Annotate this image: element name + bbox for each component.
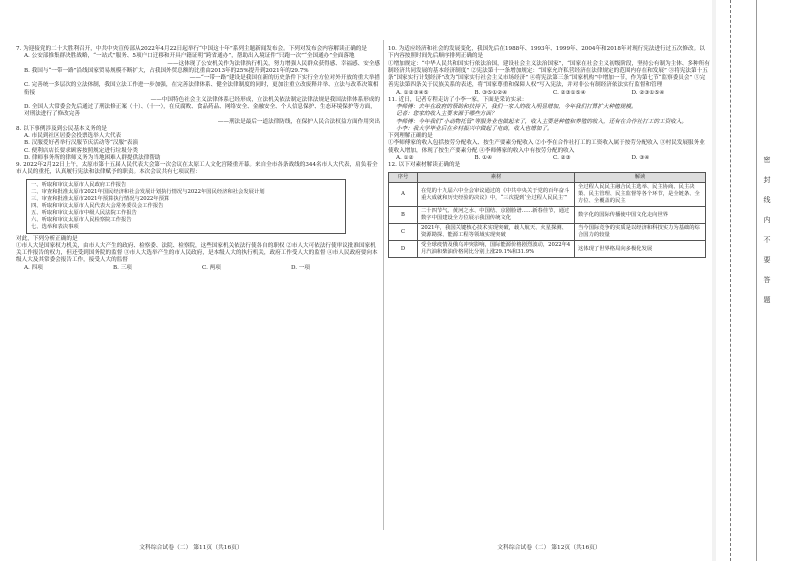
q8-option: A. 市民到社区居委会投票选举人大代表	[24, 133, 122, 139]
left-column	[16, 46, 380, 272]
table-header-row	[389, 173, 706, 183]
question-10	[388, 46, 710, 97]
question-stem: 9. 2022年2月22日上午，太原市第十五届人民代表大会第一次会议在太原工人文化宫隆重开幕。来自全市各条战线的344名市人大代表，肩负着全市人民的重托，认真履行宪法和法律赋予的职责。本次会议共有七项议程：	[16, 162, 378, 176]
page-footer: 文科综合试卷（二） 第12页（共16页）	[497, 545, 601, 551]
agenda-line: 三、审查和批准太原市2021年预算执行情况与2022年预算	[31, 195, 170, 202]
dialogue-line: 李师傅：今年我们“小动物托管”等服务业也做起来了，收入主要是种植和养殖的收入，还有在合作社打工的工资收入。	[396, 118, 688, 125]
seal-dashed-line	[730, 0, 731, 561]
seal-line-label: 密封线内不要答题	[763, 156, 771, 304]
binding-strip	[716, 0, 794, 561]
row-material: 2021年，我国关键核心技术实现突破，载人航天、火星探测、资源勘探、能源工程等领域实现突破	[418, 224, 575, 241]
q7-item: ——刑法是最后一道法律防线，在保护人民合法权益方面作用突出	[217, 118, 380, 125]
q8-option: B. 汉服爱好者举行汉服节庆活动等“汉服”表演	[24, 140, 139, 147]
column-header: 序号	[389, 173, 418, 183]
agenda-line: 四、听取和审议太原市人民代表大会常务委员会工作报告	[31, 202, 164, 209]
options-row	[396, 90, 710, 97]
option-c: C. 两项	[202, 264, 221, 271]
options-row	[24, 265, 380, 272]
column-header: 素材	[418, 173, 575, 183]
table-row	[389, 241, 706, 258]
option-b: B. 三项	[113, 264, 132, 271]
question-11	[388, 97, 710, 162]
question-stem: 8. 以下事例涉及到公民基本义务的是	[16, 125, 108, 132]
question-9	[16, 162, 380, 272]
analysis-intro: 下列理解正确的是	[388, 133, 433, 139]
dialogue-line: 小李：我大学毕业后在乡村振兴中做起了电商，收入也增加了。	[396, 125, 553, 132]
statements: ①市人大是国家权力机关，由市人大产生的政府、检察委、法院、检察院，这些国家机关依法行使各自的职权 ②市人大可依法行使审议批准国家机关工作报告的权力，但还受到国务院的监督 ③市人大选举产生的市人民政府，是本级人大的执行机关，政府工作受人大的监督 ④市人民政府要向本级人大及其常委会报告工作，接受人大的监督	[16, 242, 378, 264]
option-c: C. ②③①⑤④	[553, 89, 586, 96]
statements: ①李师傅家的收入包括按劳分配收入、按生产要素分配收入 ②小李在合作社打工的工资收入属于按劳分配收入 ③村民发展服务业使收入增加，体现了按生产要素分配 ④李师傅家的收入中有按劳分配的收入	[388, 140, 705, 154]
right-column	[388, 46, 710, 258]
option-d: D. ③④	[631, 154, 650, 161]
question-stem: 10. 为适应经济和社会的发展变化，我国先后在1988年、1993年、1999年、2004年和2018年对现行宪法进行过五次修改。以下内容按照时间先后顺序排列正确的是	[388, 46, 705, 60]
option-b: B. ①④	[474, 154, 493, 161]
q8-option: D. 律师事务所的律师义务为当地困难人群提供法律帮助	[24, 154, 161, 161]
option-b: B. ③⑤①②④	[474, 89, 508, 96]
row-index: C	[389, 224, 418, 241]
q7-item: B. 我国与“一带一路”沿线国家贸易规模不断扩大，占我国外贸总额的比重由2013年的25%提升到2021年的29.7%	[24, 67, 309, 74]
exam-page-12	[384, 0, 714, 561]
question-12	[388, 162, 710, 258]
row-material: 受全球疫情及俄乌冲突影响，国际能源价格剧烈波动，2022年4月汽油和柴油价格同比分别上涨29.1%和31.9%	[418, 241, 575, 258]
q7-item: ——这体现了公安机关作为法律执行机关，努力增强人民群众获得感、幸福感、安全感	[167, 60, 380, 67]
table-row	[389, 224, 706, 241]
dialogue-line: 记者：您家的收入主要来源于哪些方面？	[396, 111, 497, 118]
seal-solid-line	[756, 0, 757, 561]
row-reading: 全过程人民民主融合民主选举、民主协商、民主决策、民主管理、民主监督等各个环节，是全链条、全方位、全覆盖的民主	[575, 183, 706, 207]
dialogue-line: 李师傅：去年在政府的帮助和扶持下，我们一家人的收入明显增加，今年我们打算扩大种植规模。	[396, 104, 637, 110]
option-a: A. ①②	[396, 154, 414, 161]
q7-item: ——“一带一路”建设是我国在新的历史条件下实行全方位对外开放的重大举措	[189, 75, 380, 81]
q8-option: C. 便利店店长要求顾客按照规定进行垃圾分类	[24, 147, 138, 154]
question-8	[16, 126, 380, 162]
row-material: 二十四节气、黄河之水、中国结、京剧脸谱……新春佳节，通过数字中国建设全方位展示我国传统文化	[418, 207, 575, 224]
question-7	[16, 46, 380, 126]
table-row	[389, 207, 706, 224]
question-stem: 7. 为迎接党的二十大胜利召开，中共中央宣传部从2022年4月22日起举行“中国这十年”系列主题新闻发布会。下列对发布会内容解读正确的是	[16, 46, 367, 52]
q12-table	[388, 172, 706, 258]
agenda-box	[26, 179, 346, 234]
agenda-line: 六、听取和审议太原市人民检察院工作报告	[31, 216, 132, 223]
statements: ①增加规定：“中华人民共和国实行依法治国，建设社会主义法治国家”，“国家在社会主义初级阶段，坚持公有制为主体、多种所有制经济共同发展的基本经济制度” ②宪法第十一条增加规定：“国家允许私营经济在法律规定的范围内存在和发展” ③将宪法第十五条“国家实行计划经济”改为“国家实行社会主义市场经济” ④将宪法第三条“国家机构”中增加一节，作为第七节“监察委员会” ⑤完善宪法第四条关于民族关系的表述，将“国家尊重和保障人权”写入宪法，并对非公有制经济依法实行监督和管理	[388, 60, 710, 89]
column-header: 解读	[575, 173, 706, 183]
table-row	[389, 183, 706, 207]
page-footer: 文科综合试卷（二） 第11页（共16页）	[139, 545, 243, 551]
option-c: C. ②③	[553, 154, 571, 161]
option-d: D. 一项	[291, 264, 311, 271]
agenda-line: 二、审查和批准太原市2021年国民经济和社会发展计划执行情况与2022年国民经济和社会发展计划	[31, 188, 265, 195]
options-row	[396, 155, 710, 162]
agenda-line: 五、听取和审议太原市中级人民法院工作报告	[31, 209, 137, 216]
agenda-line: 七、选举和表决事项	[31, 223, 79, 230]
q7-item: D. 全国人大常委会先后通过了刑法修正案（十）、（十一），在反腐败、食品药品、网络安全、金融安全、个人信息保护、生态环境保护等方面，对刑法进行了修改完善	[24, 104, 376, 118]
q7-item: ——中国特色社会主义法律体系已经形成，立法机关依法制定法律法规是我国法律体系形成的	[150, 96, 380, 103]
row-reading: 当今国际竞争的实质是以经济和科技实力为基础的综合国力的较量	[575, 224, 706, 241]
question-stem: 11. 近日，记者专程走访了小李一家，下面是采访实录：	[388, 96, 528, 103]
q7-item: C. 完善统一多层次的立法体制，我国立法工作进一步加强，在完善法律体系、健全法律制度的同时，更加注重立改废释并举、立法与改革决策相衔接	[24, 82, 379, 96]
row-index: A	[389, 183, 418, 207]
row-material: 在党的十九届六中全会审议通过的《中共中央关于党的百年奋斗重大成就和历史经验的决议》中，“三次提到‘全过程人民民主’”	[418, 183, 575, 207]
question-stem: 12. 以下对素材解读正确的是	[388, 162, 461, 168]
option-a: A. 四项	[24, 264, 43, 271]
q7-item: A. 公安部推集群决胜战略，“一站式”服务、5项户口迁移和开具户籍证明“跨省通办”，帮助出入境证件“只跑一次”“全国通办”全面落地	[24, 53, 355, 60]
agenda-line: 一、听取和审议太原市人民政府工作报告	[31, 181, 127, 188]
row-reading: 这体现了世界格局向多极化发展	[575, 241, 706, 258]
option-d: D. ②③①⑤④	[631, 89, 665, 96]
row-reading: 数字化的国际传播使中国文化走向世界	[575, 207, 706, 224]
option-a: A. ①②③④⑤	[396, 89, 429, 96]
row-index: B	[389, 207, 418, 224]
analysis-intro: 对此，下列分析正确的是	[16, 235, 78, 242]
row-index: D	[389, 241, 418, 258]
exam-page-11	[0, 0, 382, 561]
